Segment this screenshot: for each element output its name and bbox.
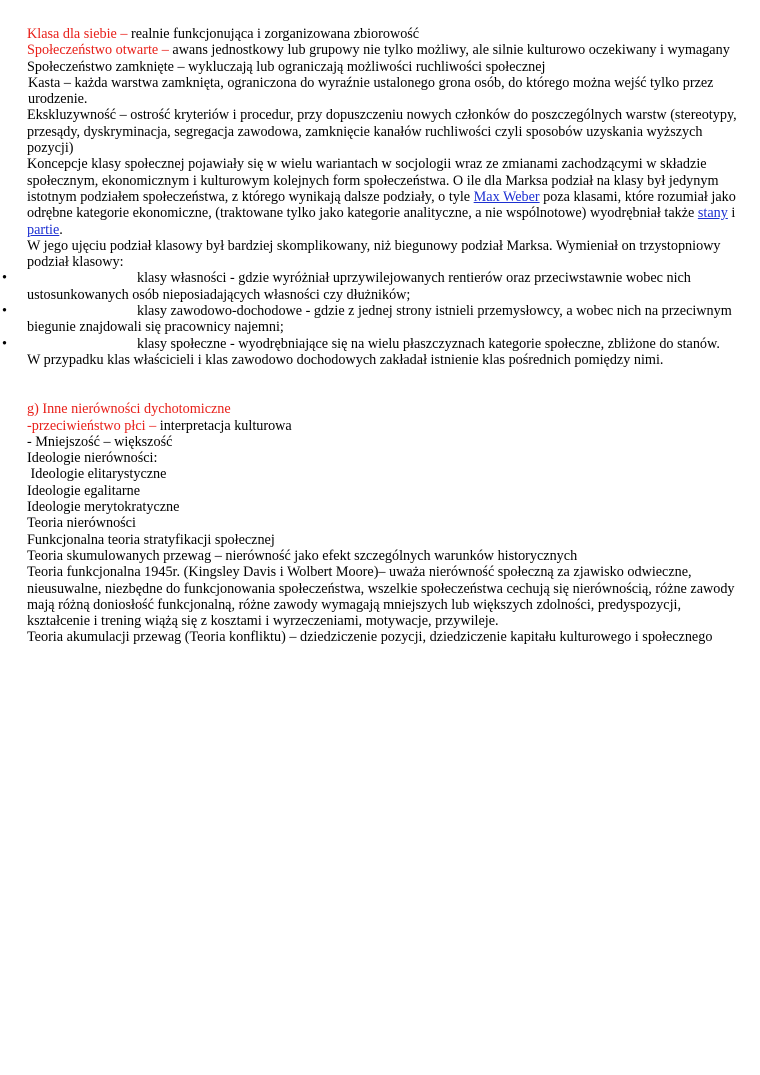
paragraph-text: poza klasami, które rozumiał jako odrębne kategorie ekonomiczne, (traktowane tylko jako kategorie analityczne, a nie wspólnotowe) wyodrębniał także: [27, 188, 736, 222]
stany-link[interactable]: stany: [697, 205, 728, 222]
teoria-akumulacji-przewag-line: Teoria akumulacji przewag (Teoria konfliktu) – dziedziczenie pozycji, dziedziczenie kapitału kulturowego i społecznego: [27, 629, 713, 646]
document-page: [2, 26, 739, 646]
koncepcje-paragraph: [27, 156, 739, 237]
partie-link[interactable]: partie: [27, 221, 60, 238]
ideologie-elitarystyczne-line: Ideologie elitarystyczne: [27, 466, 167, 483]
ideologie-egalitarne-line: Ideologie egalitarne: [27, 482, 141, 499]
list-item-head: klasy własności: [137, 270, 227, 287]
bullet-icon: •: [2, 303, 7, 320]
weber-intro-paragraph: W jego ujęciu podział klasowy był bardziej skomplikowany, niż biegunowy podział Marksa. Wymieniał on trzystopniowy podział klasowy:: [27, 237, 721, 271]
term-spoleczenstwo-otwarte: Społeczeństwo otwarte –: [27, 42, 173, 59]
list-item: [2, 270, 739, 303]
definition-text: awans jednostkowy lub grupowy nie tylko możliwy, ale silnie kulturowo oczekiwany i wymagany: [172, 42, 730, 59]
section-spacer: [27, 368, 739, 401]
ekskluzywnosc-definition: Ekskluzywność – ostrość kryteriów i procedur, przy dopuszczeniu nowych członków do poszczególnych warstw (stereotypy, przesądy, dyskryminacja, segregacja zawodowa, zamknięcie kanałów ruchliwości czyli sposobów uzyskania wyższych pozycji): [27, 107, 737, 157]
list-item-text: - gdzie wyróżniał uprzywilejowanych rentierów oraz przeciwstawnie wobec nich ustosunkowanych osób nieposiadających własności czy dłużników;: [27, 270, 691, 303]
teoria-nierownosci-line: Teoria nierówności: [27, 515, 136, 532]
paragraph-text: .: [59, 221, 63, 238]
list-item-text: - wyodrębniające się na wielu płaszczyznach kategorie społeczne, zbliżone do stanów.: [226, 335, 720, 352]
list-item-head: klasy zawodowo-dochodowe: [137, 303, 303, 320]
bullet-icon: •: [2, 335, 7, 352]
ideologie-nierownosci-line: Ideologie nierówności:: [27, 450, 158, 467]
term-klasa-dla-siebie: Klasa dla siebie –: [27, 26, 132, 42]
spoleczenstwo-zamkniete-definition: Społeczeństwo zamknięte – wykluczają lub ograniczają możliwości ruchliwości społecznej: [27, 58, 546, 75]
definition-text: realnie funkcjonująca i zorganizowana zbiorowość: [131, 26, 420, 42]
paragraph-text: i: [727, 205, 736, 222]
spoleczenstwo-otwarte-definition: [27, 42, 739, 58]
mniejszosc-line: - Mniejszość – większość: [27, 433, 173, 450]
class-types-list: [2, 270, 739, 352]
funkcjonalna-teoria-line: Funkcjonalna teoria stratyfikacji społecznej: [27, 531, 275, 548]
klasy-posrednie-paragraph: W przypadku klas właścicieli i klas zawodowo dochodowych zakładał istnienie klas pośrednich pomiędzy nimi.: [27, 351, 664, 368]
definition-text: interpretacja kulturowa: [159, 417, 292, 434]
list-item: [2, 335, 739, 352]
klasa-dla-siebie-definition: [27, 26, 739, 42]
section-g-heading: g) Inne nierówności dychotomiczne: [27, 401, 231, 418]
teoria-funkcjonalna-paragraph: Teoria funkcjonalna 1945r. (Kingsley Davis i Wolbert Moore)– uważa nierówność społeczną za zjawisko odwieczne, nieusuwalne, niezbędne do funkcjonowania społeczeństwa, wszelkie społeczeństwa cechują się nierównością, różne zawody mają różną doniosłość funkcjonalną, różne zawody wymagają mniejszych lub większych zdolności, predyspozycji, kształcenie i trening wiążą się z kosztami i wyrzeczeniami, motywacje, przywileje.: [27, 564, 735, 630]
kasta-definition: Kasta – każda warstwa zamknięta, ograniczona do wyraźnie ustalonego grona osób, do którego można wejść tylko przez urodzenie.: [28, 74, 714, 108]
list-item: [2, 303, 739, 336]
list-item-text: - gdzie z jednej strony istnieli przemysłowcy, a wobec nich na przeciwnym biegunie znajdowali się pracownicy najemni;: [27, 303, 732, 336]
paragraph-text: Koncepcje klasy społecznej pojawiały się w wielu wariantach w socjologii wraz ze zmianami zachodzącymi w składzie społecznym, ekonomicznym i kulturowym kolejnych form społeczeństwa. O ile dla Marksa podział na klasy był jedynym istotnym podziałem społeczeństwa, z którego wynikają dalsze podziały, o tyle: [27, 156, 719, 205]
term-przeciwienstwo-plci: -przeciwieństwo płci –: [27, 417, 160, 434]
ideologie-merytokratyczne-line: Ideologie merytokratyczne: [27, 499, 180, 516]
list-item-head: klasy społeczne: [137, 335, 227, 352]
przeciwienstwo-plci-definition: [27, 418, 739, 434]
bullet-icon: •: [2, 270, 7, 287]
max-weber-link[interactable]: Max Weber: [473, 188, 540, 205]
teoria-skumulowanych-przewag-line: Teoria skumulowanych przewag – nierówność jako efekt szczególnych warunków historycznych: [27, 547, 578, 564]
